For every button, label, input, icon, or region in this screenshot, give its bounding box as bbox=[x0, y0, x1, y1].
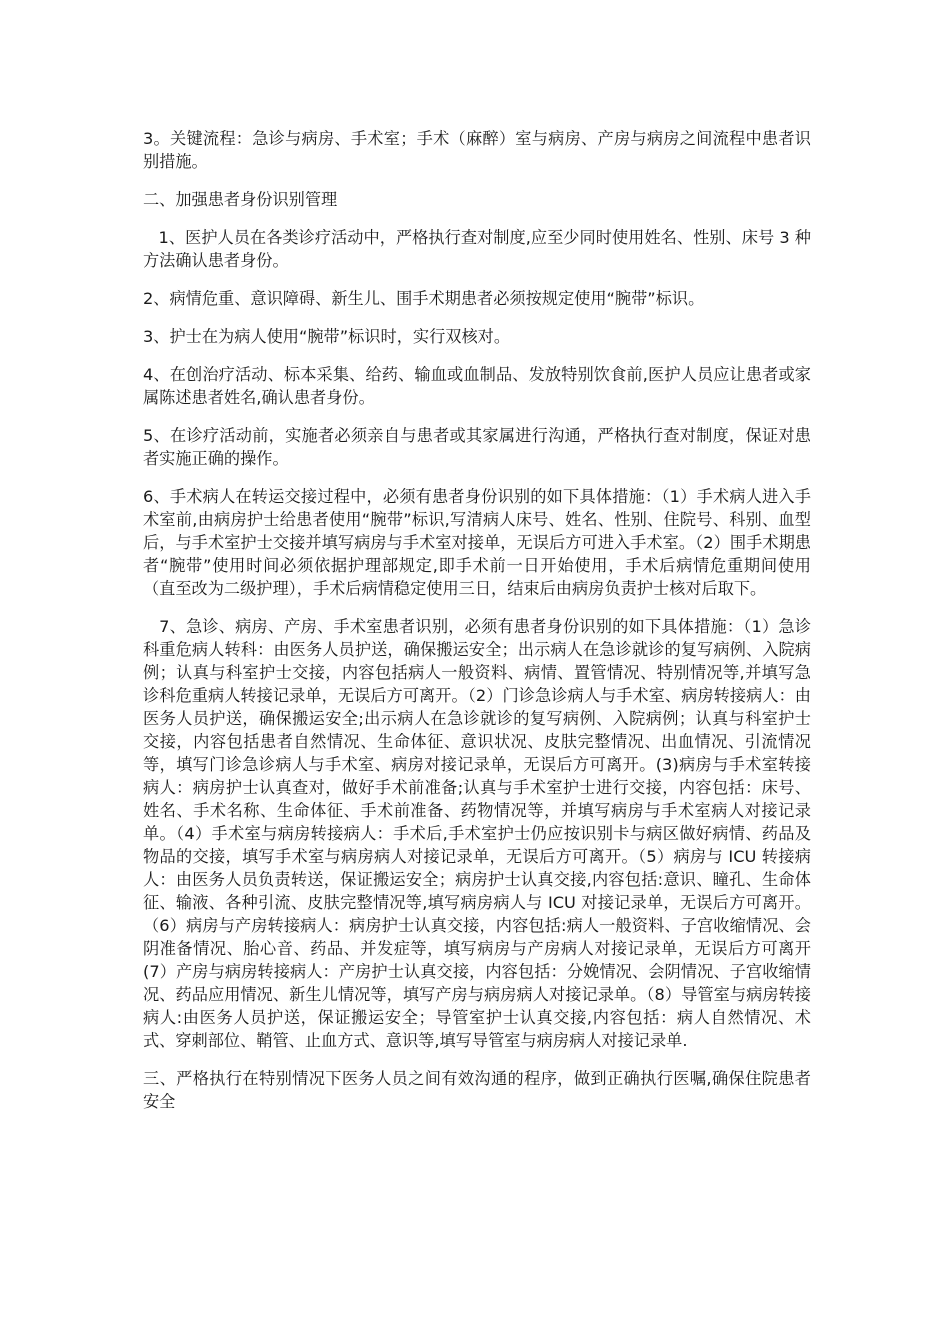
paragraph-item-2: 2、病情危重、意识障碍、新生儿、围手术期患者必须按规定使用“腕带”标识。 bbox=[143, 289, 705, 308]
section-heading-3: 三、严格执行在特别情况下医务人员之间有效沟通的程序，做到正确执行医嘱,确保住院患者安全 bbox=[143, 1069, 811, 1111]
paragraph-item-6: 6、手术病人在转运交接过程中，必须有患者身份识别的如下具体措施：（1）手术病人进入手术室前,由病房护士给患者使用“腕带”标识,写清病人床号、姓名、性别、住院号、科别、血型后，与手术室护士交接并填写病房与手术室对接单，无误后方可进入手术室。（2）围手术期患者“腕带”使用时间必须依据护理部规定,即手术前一日开始使用，手术后病情危重期间使用（直至改为二级护理），手术后病情稳定使用三日，结束后由病房负责护士核对后取下。 bbox=[143, 487, 811, 598]
section-heading-2: 二、加强患者身份识别管理 bbox=[143, 190, 338, 209]
document-body bbox=[143, 127, 811, 1113]
paragraph-key-process: 3。关键流程：急诊与病房、手术室；手术（麻醉）室与病房、产房与病房之间流程中患者识别措施。 bbox=[143, 129, 811, 171]
paragraph-item-7: 7、急诊、病房、产房、手术室患者识别，必须有患者身份识别的如下具体措施：（1）急诊科重危病人转科：由医务人员护送，确保搬运安全；出示病人在急诊就诊的复写病例、入院病例；认真与科室护士交接，内容包括病人一般资料、病情、置管情况、特别情况等,并填写急诊科危重病人转接记录单，无误后方可离开。（2）门诊急诊病人与手术室、病房转接病人：由医务人员护送，确保搬运安全;出示病人在急诊就诊的复写病例、入院病例；认真与科室护士交接，内容包括患者自然情况、生命体征、意识状况、皮肤完整情况、出血情况、引流情况等，填写门诊急诊病人与手术室、病房对接记录单，无误后方可离开。(3)病房与手术室转接病人：病房护士认真查对，做好手术前准备;认真与手术室护士进行交接，内容包括：床号、姓名、手术名称、生命体征、手术前准备、药物情况等，并填写病房与手术室病人对接记录单。（4）手术室与病房转接病人：手术后,手术室护士仍应按识别卡与病区做好病情、药品及物品的交接，填写手术室与病房病人对接记录单，无误后方可离开。（5）病房与 ICU 转接病人：由医务人员负责转送，保证搬运安全；病房护士认真交接,内容包括:意识、瞳孔、生命体征、输液、各种引流、皮肤完整情况等,填写病房病人与 ICU 对接记录单，无误后方可离开。（6）病房与产房转接病人：病房护士认真交接，内容包括:病人一般资料、子宫收缩情况、会阴准备情况、胎心音、药品、并发症等，填写病房与产房病人对接记录单，无误后方可离开(7）产房与病房转接病人：产房护士认真交接，内容包括：分娩情况、会阴情况、子宫收缩情况、药品应用情况、新生儿情况等，填写产房与病房病人对接记录单。（8）导管室与病房转接病人:由医务人员护送，保证搬运安全；导管室护士认真交接,内容包括：病人自然情况、术式、穿刺部位、鞘管、止血方式、意识等,填写导管室与病房病人对接记录单. bbox=[143, 617, 812, 1050]
paragraph-item-4: 4、在创治疗活动、标本采集、给药、输血或血制品、发放特别饮食前,医护人员应让患者或家属陈述患者姓名,确认患者身份。 bbox=[143, 365, 811, 407]
paragraph-item-5: 5、在诊疗活动前，实施者必须亲自与患者或其家属进行沟通，严格执行查对制度，保证对患者实施正确的操作。 bbox=[143, 426, 811, 468]
paragraph-item-1: 1、医护人员在各类诊疗活动中，严格执行查对制度,应至少同时使用姓名、性别、床号 3 种方法确认患者身份。 bbox=[143, 228, 811, 270]
paragraph-item-3: 3、护士在为病人使用“腕带”标识时，实行双核对。 bbox=[143, 327, 511, 346]
